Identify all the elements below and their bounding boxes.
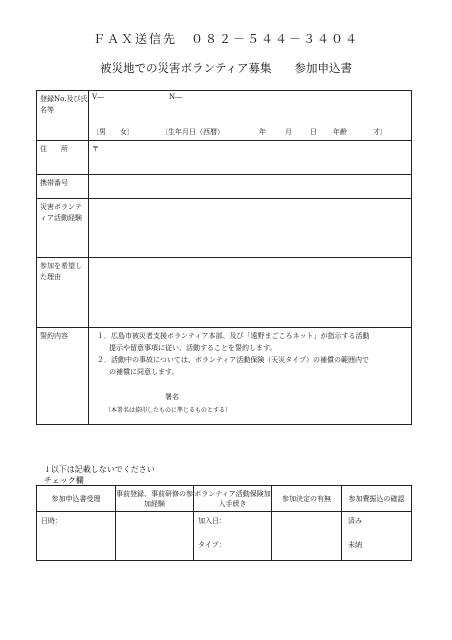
prior-training-cell[interactable] [116, 512, 194, 561]
postal-mark: 〒 [92, 145, 99, 153]
address-label [37, 141, 89, 175]
decision-cell[interactable] [272, 512, 342, 561]
experience-label-text: 災害ボランティア活動経験 [40, 203, 82, 222]
pledge-item-2-line-2: の補償に同意します。 [109, 368, 179, 376]
signature-label: 署名 [165, 393, 179, 401]
check-table [36, 485, 412, 561]
pledge-item-2-line-1: ２．活動中の事故については、ボランティア活動保険（天災タイプ）の補償の範囲内で [97, 356, 370, 364]
office-use-notice: ↓以下は記載しないでください [44, 465, 155, 474]
pledge-item-1-line-2: 提示や留意事項に従い、活動することを誓約します。 [109, 344, 277, 352]
registration-label-text: 登録No.及び氏名等 [40, 95, 88, 114]
pledge-label [37, 328, 89, 425]
pledge-label-text: 誓約内容 [40, 332, 68, 340]
address-field[interactable] [89, 141, 412, 175]
header-receipt: 参加申込書受理 [37, 486, 116, 512]
row-address [37, 141, 412, 175]
unpaid-option[interactable]: 未納 [348, 541, 362, 549]
reason-label [37, 258, 89, 328]
registration-field[interactable] [89, 91, 412, 141]
age-suffix: 才〕 [373, 128, 387, 136]
header-payment: 参加費振込の確認 [342, 486, 412, 512]
date-label: 日時： [41, 517, 62, 525]
header-prior-training: 事前登録、事前研修の参加経験 [116, 486, 194, 512]
paid-option[interactable]: 済み [348, 517, 362, 525]
reason-label-text: 参加を希望した理由 [40, 262, 82, 281]
application-form-table [36, 90, 412, 425]
check-header-row [37, 486, 412, 512]
form-title: 被災地での災害ボランティア募集 参加申込書 [99, 61, 353, 75]
age-label: 年齢 [333, 128, 347, 136]
insurance-cell[interactable] [194, 512, 272, 561]
row-reason [37, 258, 412, 328]
header-insurance: ボランティア活動保険加入手続き [194, 486, 272, 512]
phone-label [37, 175, 89, 199]
header-decision: 参加決定の有無 [272, 486, 342, 512]
birthdate-label: 〔生年月日（西暦） [161, 128, 224, 136]
row-registration [37, 91, 412, 141]
experience-field[interactable] [89, 199, 412, 258]
payment-cell[interactable] [342, 512, 412, 561]
insurance-type-label: タイプ： [198, 541, 226, 549]
joined-date-label: 加入日： [198, 517, 226, 525]
row-pledge [37, 328, 412, 425]
row-phone [37, 175, 412, 199]
experience-label [37, 199, 89, 258]
address-label-text: 住 所 [40, 145, 68, 153]
name-prefix: N― [169, 93, 183, 101]
pledge-item-1-line-1: １．広島市被災者支援ボランティア本部、及び「遠野まごころネット」が指示する活動 [97, 332, 370, 340]
check-section-title: チェック欄 [44, 476, 84, 485]
phone-field[interactable] [89, 175, 412, 199]
year-label: 年 [259, 128, 266, 136]
check-body-row [37, 512, 412, 561]
day-label: 日 [310, 128, 317, 136]
registration-label [37, 91, 89, 141]
receipt-cell[interactable] [37, 512, 116, 561]
volunteer-number-prefix: V― [92, 93, 105, 101]
phone-label-text: 携帯番号 [40, 179, 68, 187]
fax-number: ＦＡＸ送信先 ０８２－５４４－３４０４ [92, 32, 359, 46]
reason-field[interactable] [89, 258, 412, 328]
gender-choice[interactable]: 〔男 女〕 [92, 128, 134, 136]
signature-note: （本署名は捺印したものに準じるものとする） [105, 407, 232, 414]
row-experience [37, 199, 412, 258]
month-label: 月 [285, 128, 292, 136]
pledge-content [89, 328, 412, 425]
